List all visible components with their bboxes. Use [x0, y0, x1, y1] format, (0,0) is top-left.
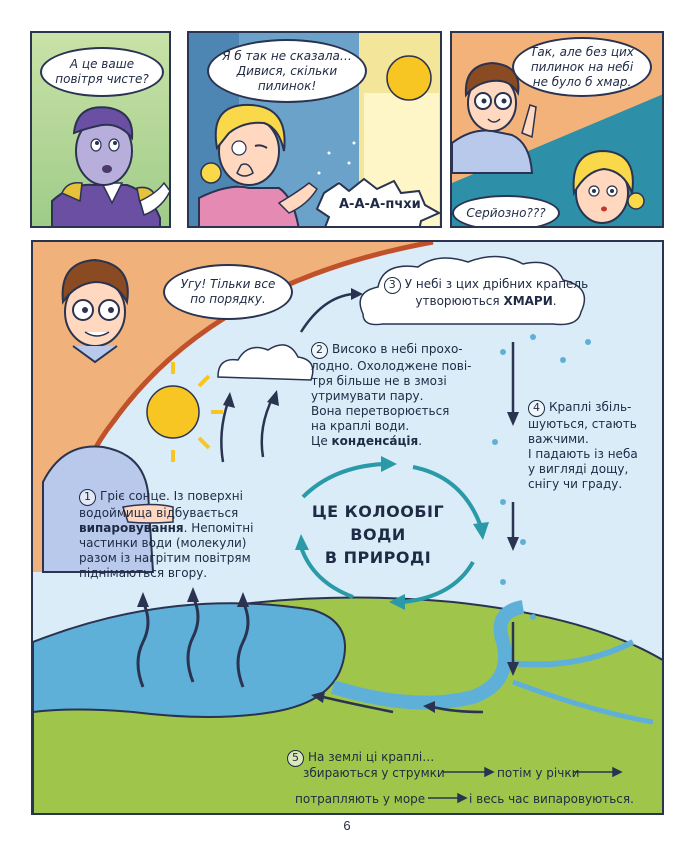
speech-bubble-3-boy: Так, але без цих пилинок на небі не було б хмар.: [512, 37, 652, 97]
comic-panel-3: [450, 31, 664, 228]
comic-panel-1: [30, 31, 171, 228]
step-5-line-1: 5 На землі ці краплі…: [287, 750, 434, 767]
small-cloud-icon: [218, 345, 313, 380]
step-2-number: 2: [311, 342, 328, 359]
speech-bubble-main: Угу! Тільки все по порядку.: [163, 264, 293, 320]
speech-bubble-2: Я б так не сказала… Дивися, скільки пилинок!: [207, 39, 367, 103]
step-3-text: 3 У небі з цих дрібних крапель утворюються ХМАРИ.: [371, 277, 601, 309]
speech-bubble-1: А це ваше повітря чисте?: [40, 47, 164, 97]
step-2-text: 2 Високо в небі прохо- лодно. Охолоджене пові- тря більше не в змозі утримувати пару. Вона перетворюється на краплі води. Це конденса́ція.: [311, 342, 472, 448]
step-5-number: 5: [287, 750, 304, 767]
sneeze-sound-effect: А-А-А-пчхи: [339, 197, 421, 212]
step-3-number: 3: [384, 277, 401, 294]
step-5-sea: потрапляють у море: [295, 792, 426, 806]
page-number: 6: [343, 818, 351, 833]
speech-bubble-3-girl: Серйозно???: [452, 195, 560, 228]
step-5-streams: збираються у струмки: [303, 766, 445, 780]
water-cycle-panel: [31, 240, 664, 815]
sun-icon: [147, 362, 223, 462]
step-1-number: 1: [79, 489, 96, 506]
comic-panel-2: [187, 31, 442, 228]
step-5-evaporate: і весь час випаровуються.: [469, 792, 634, 806]
step-1-text: 1 Гріє сонце. Із поверхні водоймища відбувається випаровування. Непомітні частинки води (молекули) разом із нагрітим повітрям піднімаються вгору.: [79, 489, 254, 580]
step-4-text: 4 Краплі збіль- шуються, стають важчими. І падають із неба у вигляді дощу, снігу чи граду.: [528, 400, 638, 491]
step-5-rivers: потім у річки: [497, 766, 580, 780]
step-4-number: 4: [528, 400, 545, 417]
cycle-title: ЦЕ КОЛООБІГ ВОДИ В ПРИРОДІ: [311, 502, 445, 567]
sun-icon: [387, 56, 431, 100]
